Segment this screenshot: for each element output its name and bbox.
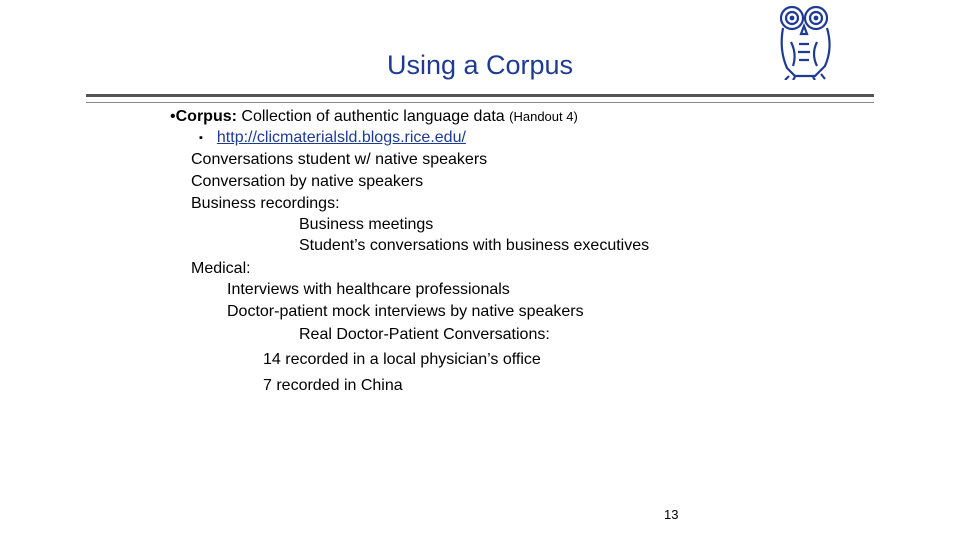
list-item: Interviews with healthcare professionals — [227, 281, 510, 298]
corpus-description: Collection of authentic language data — [236, 108, 510, 125]
list-item: 7 recorded in China — [263, 377, 403, 394]
list-item: Real Doctor-Patient Conversations: — [299, 326, 550, 343]
bullet-symbol: • — [170, 108, 176, 125]
link-line — [199, 128, 466, 149]
list-item: Medical: — [191, 260, 251, 277]
corpus-label: Corpus: — [175, 108, 237, 125]
title-divider-thin — [86, 102, 874, 103]
handout-note: (Handout 4) — [509, 109, 578, 124]
list-item: Conversation by native speakers — [191, 173, 424, 190]
list-item: Conversations student w/ native speakers — [191, 151, 488, 168]
page-number: 13 — [664, 507, 679, 522]
corpus-bullet-line — [170, 107, 578, 127]
title-divider-thick — [86, 94, 874, 97]
slide-title: Using a Corpus — [386, 50, 574, 80]
list-item: Business meetings — [299, 216, 434, 233]
corpus-link[interactable]: http://clicmaterialsld.blogs.rice.edu/ — [216, 129, 466, 146]
list-item: Student’s conversations with business executives — [299, 237, 650, 254]
owl-icon — [771, 2, 843, 80]
list-item: 14 recorded in a local physician’s office — [263, 351, 541, 368]
sub-bullet-symbol: ▪ — [199, 132, 203, 144]
list-item: Doctor-patient mock interviews by native speakers — [227, 303, 584, 320]
list-item: Business recordings: — [191, 195, 340, 212]
